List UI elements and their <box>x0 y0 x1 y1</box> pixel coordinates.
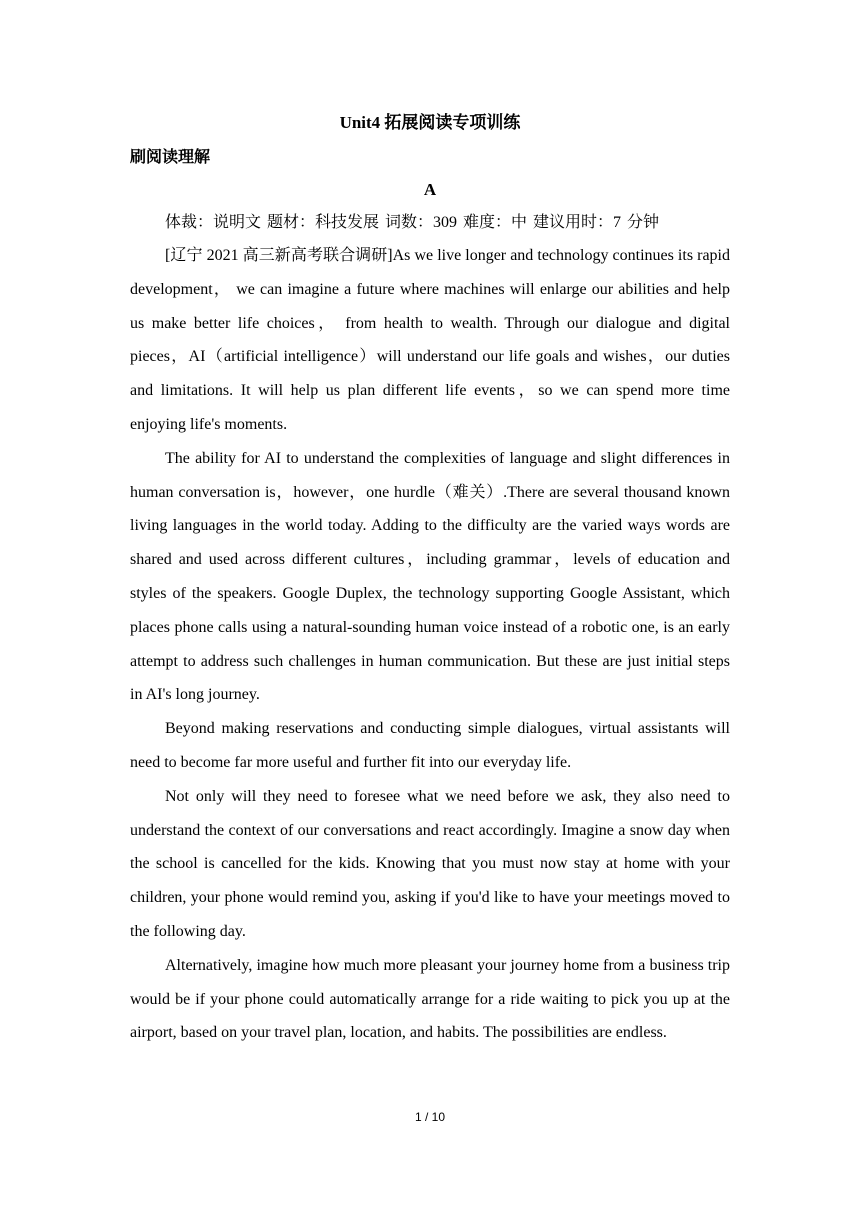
paragraph: The ability for AI to understand the complexities of language and slight differences in human conversation is，however，one hurdle（难关）.There are several thousand known living languages in the world today. Adding to the difficulty are the varied ways words are shared and used across different cultures，including grammar，levels of education and styles of the speakers. Google Duplex, the technology supporting Google Assistant, which places phone calls using a natural-sounding human voice instead of a robotic one, is an early attempt to address such challenges in human communication. But these are just initial steps in AI's long journey. <box>130 449 730 704</box>
passage-meta-line: 体裁：说明文 题材：科技发展 词数：309 难度：中 建议用时：7 分钟 <box>165 214 660 231</box>
paragraph: Beyond making reservations and conducting simple dialogues, virtual assistants will need to become far more useful and further fit into our everyday life. <box>130 720 730 771</box>
paragraph: Not only will they need to foresee what we need before we ask, they also need to understand the context of our conversations and react accordingly. Imagine a snow day when the school is cancelled for the kids. Knowing that you must now stay at home with your children, your phone would remind you, asking if you'd like to have your meetings moved to the following day. <box>130 787 730 940</box>
page-number: 1 / 10 <box>414 1110 446 1124</box>
document-title: Unit4 拓展阅读专项训练 <box>339 113 521 132</box>
paragraph: [辽宁 2021 高三新高考联合调研]As we live longer and technology continues its rapid development， we can imagine a future where machines will enlarge our abilities and help us make better life choices， from health to wealth. Through our dialogue and digital pieces，AI（artificial intelligence）will understand our life goals and wishes，our duties and limitations. It will help us plan different life events，so we can spend more time enjoying life's moments. <box>130 247 730 433</box>
section-label: 刷阅读理解 <box>130 147 211 166</box>
passage-body <box>130 239 730 1050</box>
paragraph: Alternatively, imagine how much more pleasant your journey home from a business trip would be if your phone could automatically arrange for a ride waiting to pick you up at the airport, based on your travel plan, location, and habits. The possibilities are endless. <box>130 956 730 1042</box>
part-letter: A <box>423 180 437 199</box>
